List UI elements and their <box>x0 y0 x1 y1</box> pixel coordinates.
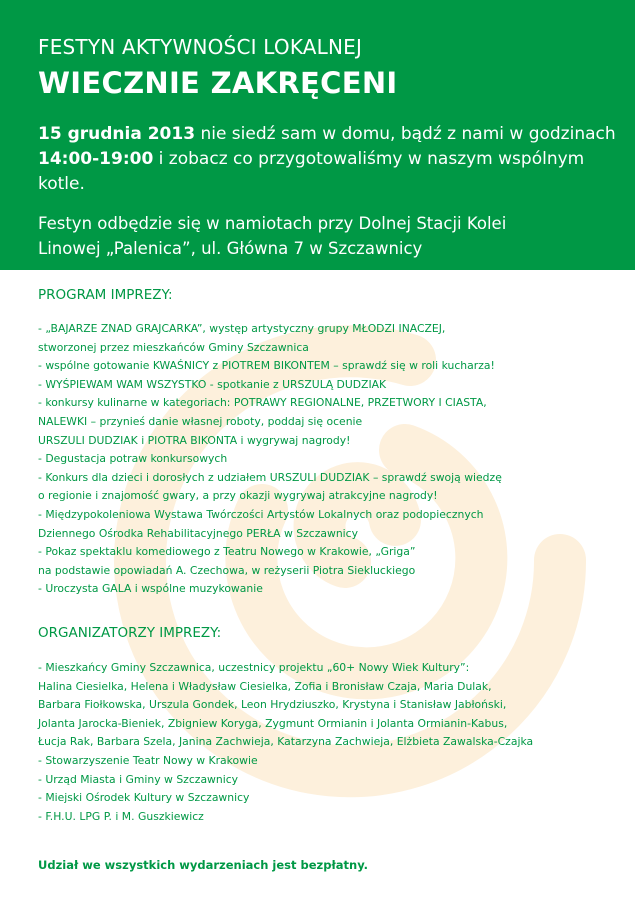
program-line: - Międzypokoleniowa Wystawa Twórczości Artystów Lokalnych oraz podopiecznych <box>38 507 484 521</box>
program-line: - WYŚPIEWAM WAM WSZYSTKO - spotkanie z URSZULĄ DUDZIAK <box>38 377 387 391</box>
event-place <box>38 211 618 261</box>
organizers-line: Barbara Fiołkowska, Urszula Gondek, Leon Hrydziuszko, Krystyna i Stanisław Jabłoński, <box>38 698 507 712</box>
organizers-line: - Stowarzyszenie Teatr Nowy w Krakowie <box>38 753 258 767</box>
organizers-line: - Urząd Miasta i Gminy w Szczawnicy <box>38 772 239 786</box>
program-line: URSZULI DUDZIAK i PIOTRA BIKONTA i wygrywaj nagrody! <box>38 433 351 447</box>
program-line: - Pokaz spektaklu komediowego z Teatru Nowego w Krakowie, „Griga” <box>38 545 416 559</box>
place-line-2: Linowej „Palenica”, ul. Główna 7 w Szczawnicy <box>38 239 423 258</box>
program-title: PROGRAM IMPREZY: <box>38 287 173 303</box>
organizers-line: - Mieszkańcy Gminy Szczawnica, uczestnicy projektu „60+ Nowy Wiek Kultury”: <box>38 661 470 674</box>
program-line: o regionie i znajomość gwary, a przy okazji wygrywaj atrakcyjne nagrody! <box>38 489 438 503</box>
organizers-line: Halina Ciesielka, Helena i Władysław Ciesielka, Zofia i Bronisław Czaja, Maria Dulak, <box>38 679 492 693</box>
date-text-2: i zobacz co przygotowaliśmy w naszym wspólnym kotle. <box>38 149 585 194</box>
program-line: - Degustacja potraw konkursowych <box>38 452 228 466</box>
event-title: WIECZNIE ZAKRĘCENI <box>38 66 398 100</box>
event-date-paragraph <box>38 122 618 197</box>
program-line: - Konkurs dla dzieci i dorosłych z udziałem URSZULI DUDZIAK – sprawdź swoją wiedzę <box>38 470 502 484</box>
program-list <box>38 320 628 599</box>
event-subtitle: FESTYN AKTYWNOŚCI LOKALNEJ <box>38 35 363 59</box>
program-line: stworzonej przez mieszkańców Gminy Szczawnica <box>38 340 309 354</box>
program-line: na podstawie opowiadań A. Czechowa, w reżyserii Piotra Siekluckiego <box>38 563 416 577</box>
organizers-line: - Miejski Ośrodek Kultury w Szczawnicy <box>38 791 250 805</box>
organizers-line: Jolanta Jarocka-Bieniek, Zbigniew Koryga, Zygmunt Ormianin i Jolanta Ormianin-Kabus, <box>38 716 508 730</box>
program-line: Dziennego Ośrodka Rehabilitacyjnego PERŁA w Szczawnicy <box>38 526 358 540</box>
organizers-line: Łucja Rak, Barbara Szela, Janina Zachwieja, Katarzyna Zachwieja, Elżbieta Zawalska-Czajka <box>38 735 534 749</box>
program-line: NALEWKI – przynieś danie własnej roboty, poddaj się ocenie <box>38 414 363 428</box>
program-line: - Uroczysta GALA i wspólne muzykowanie <box>38 582 263 596</box>
footer-note: Udział we wszystkich wydarzeniach jest bezpłatny. <box>38 858 369 872</box>
event-hours: 14:00-19:00 <box>38 149 154 169</box>
event-date: 15 grudnia 2013 <box>38 124 196 144</box>
program-line: - wspólne gotowanie KWAŚNICY z PIOTREM BIKONTEM – sprawdź się w roli kucharza! <box>38 359 495 373</box>
place-line-1: Festyn odbędzie się w namiotach przy Dolnej Stacji Kolei <box>38 214 507 233</box>
header-banner <box>0 0 635 270</box>
program-line: - „BAJARZE ZNAD GRAJCARKA”, występ artystyczny grupy MŁODZI INACZEJ, <box>38 322 446 335</box>
organizers-line: - F.H.U. LPG P. i M. Guszkiewicz <box>38 809 204 823</box>
organizers-title: ORGANIZATORZY IMPREZY: <box>38 625 222 641</box>
date-text-1: nie siedź sam w domu, bądź z nami w godzinach <box>195 124 616 144</box>
program-line: - konkursy kulinarne w kategoriach: POTRAWY REGIONALNE, PRZETWORY I CIASTA, <box>38 396 487 410</box>
organizers-list <box>38 659 628 826</box>
